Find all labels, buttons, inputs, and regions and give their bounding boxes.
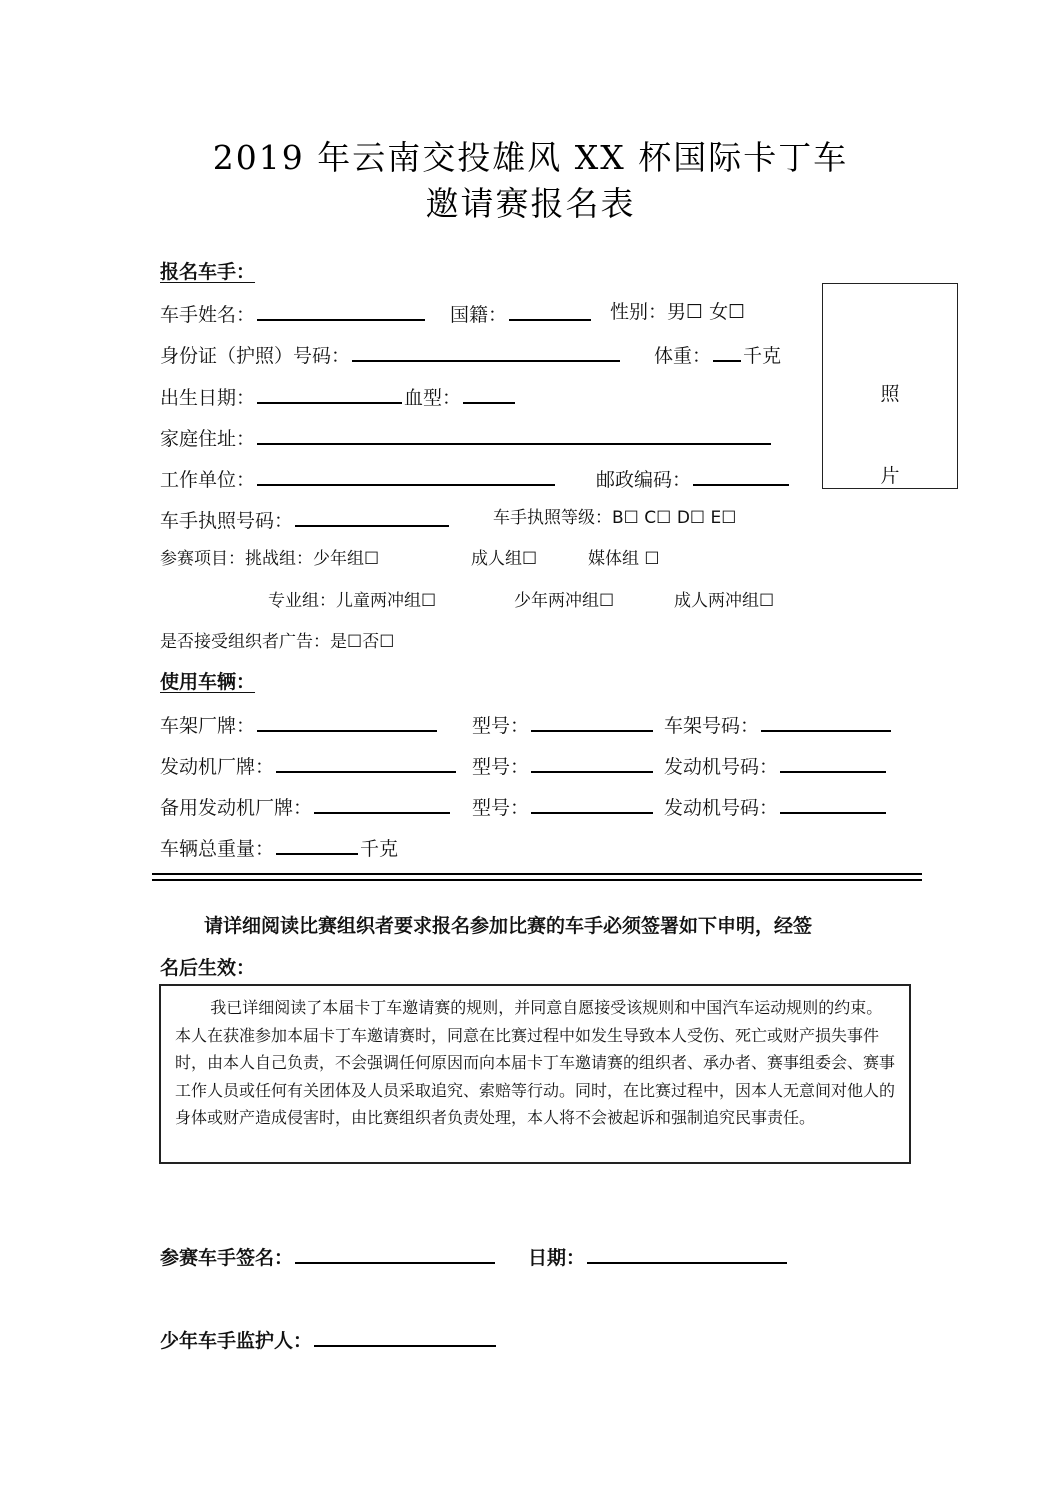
id-number-field[interactable] bbox=[352, 338, 620, 362]
license-number-label: 车手执照号码： bbox=[160, 510, 294, 532]
row-signature-date bbox=[528, 1240, 789, 1273]
driver-name-label: 车手姓名： bbox=[160, 304, 256, 326]
blood-type-label: 血型： bbox=[404, 387, 462, 409]
driver-name-field[interactable] bbox=[257, 297, 425, 321]
row-license-no bbox=[160, 503, 451, 533]
event-challenge-youth[interactable]: 参赛项目：挑战组：少年组☐ bbox=[160, 549, 380, 569]
driver-signature-label: 参赛车手签名： bbox=[160, 1247, 294, 1269]
declaration-text: 我已详细阅读了本届卡丁车邀请赛的规则，并同意自愿接受该规则和中国汽车运动规则的约束。本人在获准参加本届卡丁车邀请赛时，同意在比赛过程中如发生导致本人受伤、死亡或财产损失事件时，由本人自己负责，不会强调任何原因而向本届卡丁车邀请赛的组织者、承办者、赛事组委会、赛事工作人员或任何有关团体及人员采取追究、索赔等行动。同时，在比赛过程中，因本人无意间对他人的身体或财产造成侵害时，由比赛组织者负责处理，本人将不会被起诉和强制追究民事责任。 bbox=[175, 998, 896, 1127]
guardian-signature-field[interactable] bbox=[314, 1323, 496, 1347]
weight-label: 体重： bbox=[654, 345, 712, 367]
divider-bottom bbox=[152, 879, 922, 881]
row-frame-model bbox=[472, 708, 655, 741]
photo-box bbox=[822, 283, 958, 489]
row-frame-brand bbox=[160, 708, 439, 738]
event-pro-child[interactable]: 专业组：儿童两冲组☐ bbox=[268, 591, 437, 611]
id-number-label: 身份证（护照）号码： bbox=[160, 345, 351, 367]
address-field[interactable] bbox=[257, 421, 771, 445]
row-spare-engine-model bbox=[472, 790, 655, 823]
spare-engine-model-field[interactable] bbox=[531, 790, 653, 814]
row-engine-model bbox=[472, 749, 655, 782]
spare-engine-brand-label: 备用发动机厂牌： bbox=[160, 797, 313, 819]
driver-section-heading: 报名车手： bbox=[160, 261, 256, 283]
ads-acceptance-options[interactable]: 是否接受组织者广告：是☐否☐ bbox=[160, 632, 395, 652]
event-pro-youth[interactable]: 少年两冲组☐ bbox=[514, 591, 615, 611]
row-driver-signature bbox=[160, 1240, 497, 1270]
engine-brand-field[interactable] bbox=[276, 749, 456, 773]
weight-field[interactable] bbox=[713, 338, 741, 362]
row-total-weight bbox=[160, 831, 398, 861]
signature-date-field[interactable] bbox=[587, 1240, 787, 1264]
frame-model-field[interactable] bbox=[531, 708, 653, 732]
workplace-label: 工作单位： bbox=[160, 469, 256, 491]
postal-code-label: 邮政编码： bbox=[596, 469, 692, 491]
row-engine-brand bbox=[160, 749, 458, 779]
engine-model-label: 型号： bbox=[472, 756, 530, 778]
row-id-number bbox=[160, 338, 622, 368]
row-frame-number bbox=[664, 708, 893, 741]
total-weight-label: 车辆总重量： bbox=[160, 838, 275, 860]
engine-number-label: 发动机号码： bbox=[664, 756, 779, 778]
engine-model-field[interactable] bbox=[531, 749, 653, 773]
row-engine-number bbox=[664, 749, 888, 782]
weight-unit: 千克 bbox=[743, 345, 782, 367]
license-grade-options[interactable]: 车手执照等级：B☐ C☐ D☐ E☐ bbox=[493, 508, 737, 528]
event-challenge-media[interactable]: 媒体组 ☐ bbox=[588, 549, 660, 569]
engine-number-field[interactable] bbox=[780, 749, 886, 773]
engine-brand-label: 发动机厂牌： bbox=[160, 756, 275, 778]
row-driver-name bbox=[160, 297, 427, 327]
frame-number-label: 车架号码： bbox=[664, 715, 760, 737]
postal-code-field[interactable] bbox=[693, 462, 789, 486]
total-weight-unit: 千克 bbox=[360, 838, 399, 860]
workplace-field[interactable] bbox=[257, 462, 555, 486]
spare-engine-number-label: 发动机号码： bbox=[664, 797, 779, 819]
frame-brand-label: 车架厂牌： bbox=[160, 715, 256, 737]
vehicle-section-heading: 使用车辆： bbox=[160, 671, 256, 693]
divider-top bbox=[152, 873, 922, 875]
declaration-intro-line2: 名后生效： bbox=[160, 957, 256, 979]
row-dob bbox=[160, 380, 517, 410]
photo-char-2: 片 bbox=[880, 465, 900, 487]
license-number-field[interactable] bbox=[295, 503, 449, 527]
guardian-label: 少年车手监护人： bbox=[160, 1330, 313, 1352]
event-challenge-adult[interactable]: 成人组☐ bbox=[471, 549, 538, 569]
row-workplace bbox=[160, 462, 557, 492]
row-spare-engine-number bbox=[664, 790, 888, 823]
blood-type-field[interactable] bbox=[463, 380, 515, 404]
form-title-line2: 邀请赛报名表 bbox=[425, 184, 636, 223]
row-spare-engine-brand bbox=[160, 790, 452, 820]
frame-model-label: 型号： bbox=[472, 715, 530, 737]
photo-char-1: 照 bbox=[880, 383, 900, 405]
declaration-intro-line1: 请详细阅读比赛组织者要求报名参加比赛的车手必须签署如下申明，经签 bbox=[204, 915, 813, 937]
signature-date-label: 日期： bbox=[528, 1247, 586, 1269]
total-weight-field[interactable] bbox=[276, 831, 358, 855]
driver-signature-field[interactable] bbox=[295, 1240, 495, 1264]
dob-label: 出生日期： bbox=[160, 387, 256, 409]
dob-field[interactable] bbox=[257, 380, 402, 404]
declaration-box bbox=[159, 984, 911, 1164]
frame-number-field[interactable] bbox=[761, 708, 891, 732]
row-guardian bbox=[160, 1323, 498, 1353]
event-pro-adult[interactable]: 成人两冲组☐ bbox=[674, 591, 775, 611]
row-postal bbox=[596, 462, 791, 495]
gender-options[interactable]: 性别：男☐ 女☐ bbox=[610, 301, 746, 323]
spare-engine-model-label: 型号： bbox=[472, 797, 530, 819]
spare-engine-brand-field[interactable] bbox=[314, 790, 450, 814]
frame-brand-field[interactable] bbox=[257, 708, 437, 732]
spare-engine-number-field[interactable] bbox=[780, 790, 886, 814]
row-address bbox=[160, 421, 773, 451]
row-weight bbox=[654, 338, 781, 371]
form-title-line1: 2019 年云南交投雄风 XX 杯国际卡丁车 bbox=[212, 138, 849, 177]
address-label: 家庭住址： bbox=[160, 428, 256, 450]
nationality-field[interactable] bbox=[509, 297, 591, 321]
row-nationality bbox=[450, 297, 593, 330]
nationality-label: 国籍： bbox=[450, 304, 508, 326]
